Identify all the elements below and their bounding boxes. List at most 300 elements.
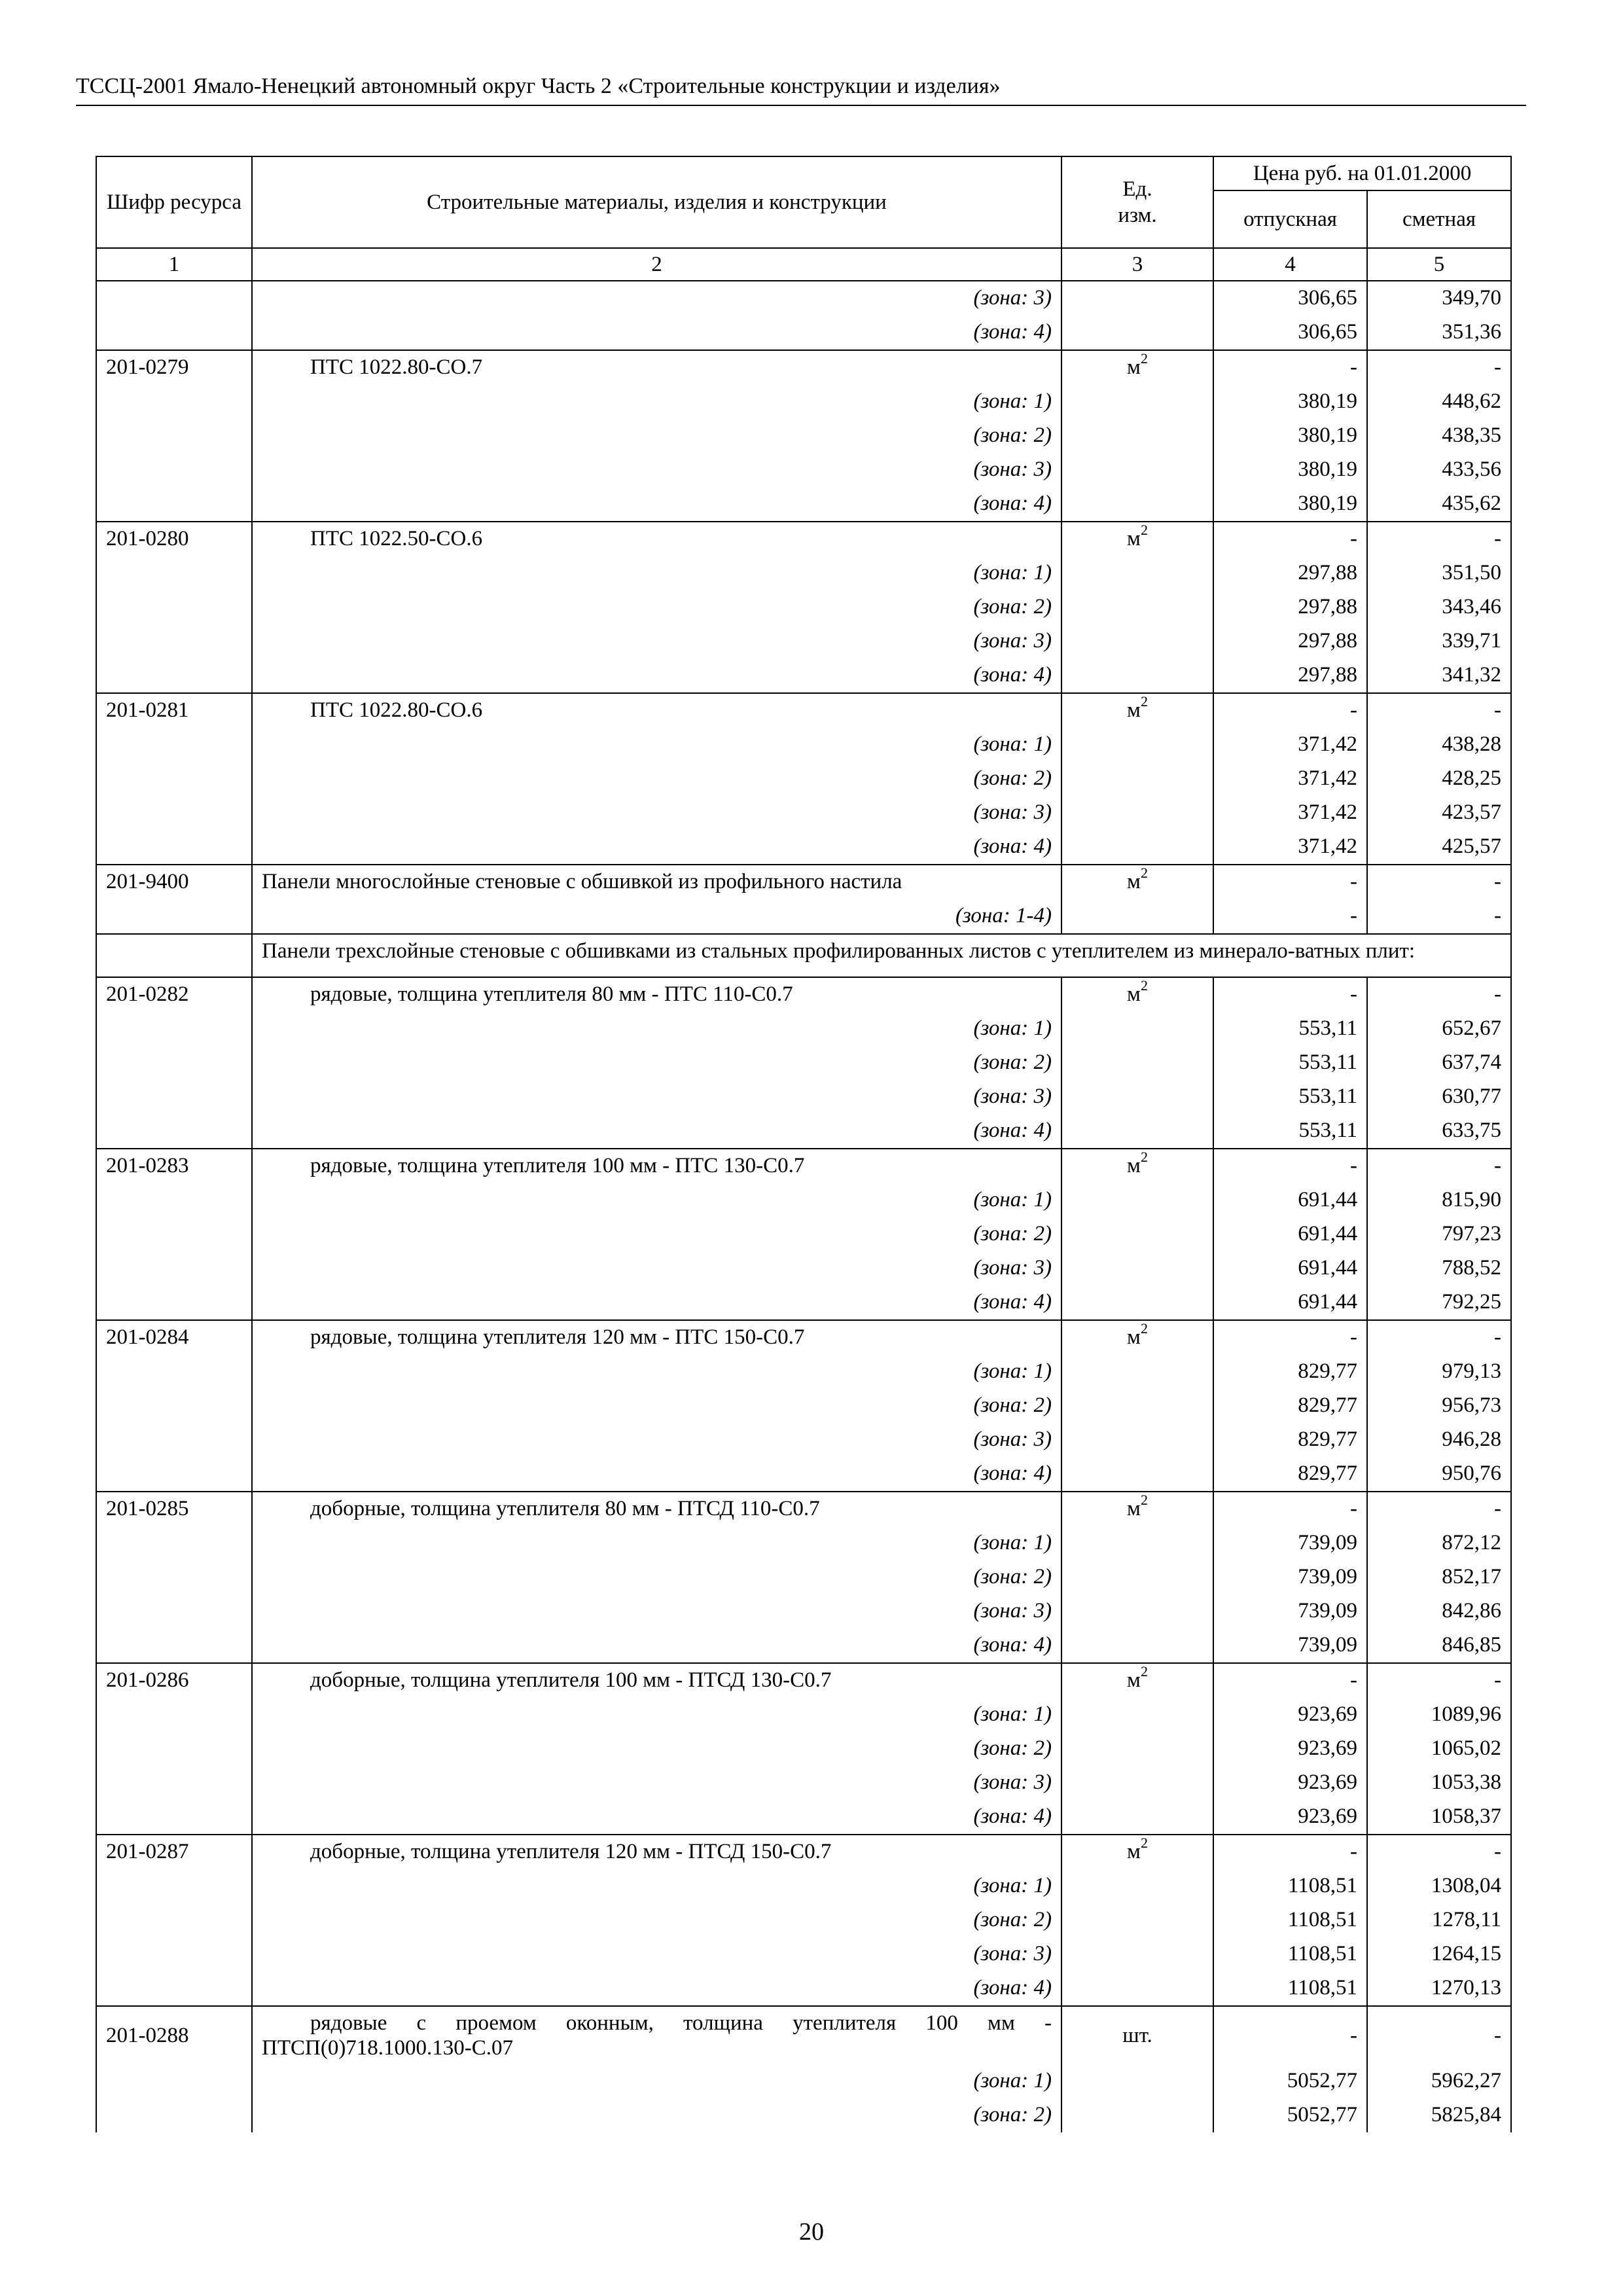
zone-label: (зона: 4) bbox=[252, 830, 1061, 865]
estimate-price: 433,56 bbox=[1367, 453, 1511, 487]
unit-exponent: 2 bbox=[1140, 1663, 1148, 1679]
unit-cell bbox=[1061, 1903, 1213, 1937]
unit-value: м bbox=[1127, 982, 1141, 1006]
unit-cell bbox=[1061, 1251, 1213, 1285]
release-price: 553,11 bbox=[1213, 1114, 1367, 1149]
zone-row bbox=[96, 1251, 1511, 1285]
resource-row bbox=[96, 522, 1511, 556]
release-price: 371,42 bbox=[1213, 762, 1367, 796]
zone-row bbox=[96, 1732, 1511, 1766]
estimate-price: 1053,38 bbox=[1367, 1766, 1511, 1800]
resource-code bbox=[96, 590, 252, 624]
unit-cell bbox=[1061, 522, 1213, 556]
zone-row bbox=[96, 1183, 1511, 1217]
estimate-price: 341,32 bbox=[1367, 658, 1511, 693]
unit-cell bbox=[1061, 1355, 1213, 1389]
col-number: 2 bbox=[252, 248, 1061, 281]
estimate-price: 339,71 bbox=[1367, 624, 1511, 658]
zone-label: (зона: 2) bbox=[252, 2098, 1061, 2132]
estimate-price: 5825,84 bbox=[1367, 2098, 1511, 2132]
estimate-price: - bbox=[1367, 899, 1511, 934]
unit-cell bbox=[1061, 1320, 1213, 1355]
unit-exponent: 2 bbox=[1140, 1149, 1148, 1165]
zone-row bbox=[96, 1012, 1511, 1046]
resource-code bbox=[96, 1869, 252, 1903]
col-release-header: отпускная bbox=[1213, 190, 1367, 248]
estimate-price: - bbox=[1367, 1835, 1511, 1869]
estimate-price: 652,67 bbox=[1367, 1012, 1511, 1046]
zone-label: (зона: 4) bbox=[252, 315, 1061, 350]
estimate-price: - bbox=[1367, 522, 1511, 556]
zone-row bbox=[96, 728, 1511, 762]
zone-label: (зона: 1) bbox=[252, 1183, 1061, 1217]
page-number: 20 bbox=[799, 2218, 824, 2246]
resource-code bbox=[96, 1903, 252, 1937]
unit-cell bbox=[1061, 1628, 1213, 1663]
estimate-price: 950,76 bbox=[1367, 1457, 1511, 1492]
unit-cell bbox=[1061, 1114, 1213, 1149]
release-price: 306,65 bbox=[1213, 281, 1367, 315]
release-price: 5052,77 bbox=[1213, 2064, 1367, 2098]
zone-label: (зона: 4) bbox=[252, 1628, 1061, 1663]
unit-cell bbox=[1061, 1732, 1213, 1766]
resource-name: рядовые с проемом оконным, толщина утеплителя 100 мм - ПТСП(0)718.1000.130-С.07 bbox=[252, 2006, 1061, 2064]
unit-cell bbox=[1061, 1423, 1213, 1457]
zone-row bbox=[96, 1937, 1511, 1971]
estimate-price: 428,25 bbox=[1367, 762, 1511, 796]
estimate-price: - bbox=[1367, 350, 1511, 385]
release-price: - bbox=[1213, 899, 1367, 934]
zone-label: (зона: 1) bbox=[252, 556, 1061, 590]
resource-code bbox=[96, 1526, 252, 1560]
estimate-price: 1058,37 bbox=[1367, 1800, 1511, 1835]
release-price: 923,69 bbox=[1213, 1800, 1367, 1835]
unit-value: шт. bbox=[1122, 2024, 1152, 2047]
estimate-price: - bbox=[1367, 865, 1511, 899]
resource-code: 201-0281 bbox=[96, 693, 252, 728]
zone-label: (зона: 3) bbox=[252, 1594, 1061, 1628]
estimate-price: 633,75 bbox=[1367, 1114, 1511, 1149]
unit-value: м bbox=[1127, 1668, 1141, 1692]
unit-cell bbox=[1061, 2064, 1213, 2098]
zone-label: (зона: 3) bbox=[252, 453, 1061, 487]
release-price: - bbox=[1213, 2006, 1367, 2064]
release-price: 297,88 bbox=[1213, 658, 1367, 693]
release-price: - bbox=[1213, 1492, 1367, 1526]
release-price: 739,09 bbox=[1213, 1526, 1367, 1560]
resource-name: рядовые, толщина утеплителя 100 мм - ПТС 130-С0.7 bbox=[252, 1149, 1061, 1183]
resource-row bbox=[96, 693, 1511, 728]
col-name-header: Строительные материалы, изделия и конструкции bbox=[252, 156, 1061, 248]
col-price-header: Цена руб. на 01.01.2000 bbox=[1213, 156, 1511, 190]
zone-label: (зона: 1) bbox=[252, 385, 1061, 419]
unit-cell bbox=[1061, 899, 1213, 934]
release-price: 1108,51 bbox=[1213, 1937, 1367, 1971]
estimate-price: 438,28 bbox=[1367, 728, 1511, 762]
unit-cell bbox=[1061, 1285, 1213, 1320]
estimate-price: 872,12 bbox=[1367, 1526, 1511, 1560]
release-price: 829,77 bbox=[1213, 1389, 1367, 1423]
resource-code bbox=[96, 1389, 252, 1423]
resource-code bbox=[96, 762, 252, 796]
estimate-price: 1065,02 bbox=[1367, 1732, 1511, 1766]
release-price: - bbox=[1213, 865, 1367, 899]
resource-code bbox=[96, 487, 252, 522]
resource-code bbox=[96, 899, 252, 934]
resource-name: доборные, толщина утеплителя 120 мм - ПТСД 150-С0.7 bbox=[252, 1835, 1061, 1869]
release-price: 691,44 bbox=[1213, 1285, 1367, 1320]
unit-cell bbox=[1061, 728, 1213, 762]
resource-code bbox=[96, 1971, 252, 2006]
zone-row bbox=[96, 1903, 1511, 1937]
unit-cell bbox=[1061, 658, 1213, 693]
resource-code bbox=[96, 1355, 252, 1389]
resource-code bbox=[96, 1046, 252, 1080]
unit-cell bbox=[1061, 796, 1213, 830]
release-price: 739,09 bbox=[1213, 1628, 1367, 1663]
release-price: 371,42 bbox=[1213, 728, 1367, 762]
zone-row bbox=[96, 1698, 1511, 1732]
unit-cell bbox=[1061, 977, 1213, 1012]
zone-label: (зона: 2) bbox=[252, 590, 1061, 624]
estimate-price: 351,50 bbox=[1367, 556, 1511, 590]
estimate-price: 792,25 bbox=[1367, 1285, 1511, 1320]
estimate-price: 956,73 bbox=[1367, 1389, 1511, 1423]
resource-code bbox=[96, 556, 252, 590]
zone-row bbox=[96, 796, 1511, 830]
estimate-price: - bbox=[1367, 1320, 1511, 1355]
release-price: 553,11 bbox=[1213, 1046, 1367, 1080]
unit-cell bbox=[1061, 2098, 1213, 2132]
unit-cell bbox=[1061, 1149, 1213, 1183]
zone-label: (зона: 3) bbox=[252, 796, 1061, 830]
estimate-price: 349,70 bbox=[1367, 281, 1511, 315]
unit-cell bbox=[1061, 556, 1213, 590]
unit-cell bbox=[1061, 830, 1213, 865]
release-price: 297,88 bbox=[1213, 624, 1367, 658]
unit-cell bbox=[1061, 1835, 1213, 1869]
release-price: 1108,51 bbox=[1213, 1869, 1367, 1903]
zone-row bbox=[96, 658, 1511, 693]
release-price: 553,11 bbox=[1213, 1080, 1367, 1114]
unit-cell bbox=[1061, 453, 1213, 487]
release-price: 380,19 bbox=[1213, 385, 1367, 419]
resource-row bbox=[96, 1835, 1511, 1869]
unit-exponent: 2 bbox=[1140, 1320, 1148, 1336]
release-price: - bbox=[1213, 977, 1367, 1012]
unit-value: м bbox=[1127, 355, 1141, 379]
estimate-price: 423,57 bbox=[1367, 796, 1511, 830]
release-price: - bbox=[1213, 1835, 1367, 1869]
unit-cell bbox=[1061, 624, 1213, 658]
zone-row bbox=[96, 1766, 1511, 1800]
zone-label: (зона: 4) bbox=[252, 487, 1061, 522]
estimate-price: 842,86 bbox=[1367, 1594, 1511, 1628]
column-numbers-row bbox=[96, 248, 1511, 281]
release-price: 923,69 bbox=[1213, 1766, 1367, 1800]
unit-value: м bbox=[1127, 870, 1141, 893]
zone-label: (зона: 1) bbox=[252, 728, 1061, 762]
section-row bbox=[96, 934, 1511, 977]
resource-code bbox=[96, 2064, 252, 2098]
col-code-header: Шифр ресурса bbox=[96, 156, 252, 248]
unit-cell bbox=[1061, 1766, 1213, 1800]
unit-cell bbox=[1061, 1012, 1213, 1046]
resource-name: доборные, толщина утеплителя 80 мм - ПТСД 110-С0.7 bbox=[252, 1492, 1061, 1526]
resource-code: 201-0288 bbox=[96, 2006, 252, 2064]
resource-code bbox=[96, 453, 252, 487]
zone-label: (зона: 1) bbox=[252, 1526, 1061, 1560]
col-number: 4 bbox=[1213, 248, 1367, 281]
resource-code bbox=[96, 419, 252, 453]
zone-row bbox=[96, 1046, 1511, 1080]
estimate-price: 438,35 bbox=[1367, 419, 1511, 453]
unit-cell bbox=[1061, 1698, 1213, 1732]
unit-cell bbox=[1061, 419, 1213, 453]
resource-code: 201-9400 bbox=[96, 865, 252, 899]
resource-row bbox=[96, 865, 1511, 899]
resource-name: ПТС 1022.80-СО.7 bbox=[252, 350, 1061, 385]
zone-row bbox=[96, 1869, 1511, 1903]
zone-row bbox=[96, 1389, 1511, 1423]
unit-cell bbox=[1061, 1869, 1213, 1903]
zone-row bbox=[96, 1423, 1511, 1457]
unit-cell bbox=[1061, 1389, 1213, 1423]
unit-exponent: 2 bbox=[1140, 693, 1148, 709]
release-price: 923,69 bbox=[1213, 1732, 1367, 1766]
col-number: 3 bbox=[1061, 248, 1213, 281]
zone-label: (зона: 1) bbox=[252, 1869, 1061, 1903]
release-price: 1108,51 bbox=[1213, 1971, 1367, 2006]
unit-cell bbox=[1061, 1492, 1213, 1526]
resource-code bbox=[96, 934, 252, 977]
release-price: - bbox=[1213, 350, 1367, 385]
unit-cell bbox=[1061, 1457, 1213, 1492]
estimate-price: 1278,11 bbox=[1367, 1903, 1511, 1937]
unit-cell bbox=[1061, 1046, 1213, 1080]
unit-cell bbox=[1061, 315, 1213, 350]
zone-label: (зона: 4) bbox=[252, 1114, 1061, 1149]
zone-label: (зона: 4) bbox=[252, 1971, 1061, 2006]
unit-cell bbox=[1061, 1080, 1213, 1114]
zone-label: (зона: 1) bbox=[252, 1355, 1061, 1389]
release-price: 691,44 bbox=[1213, 1217, 1367, 1251]
zone-label: (зона: 4) bbox=[252, 658, 1061, 693]
unit-cell bbox=[1061, 2006, 1213, 2064]
estimate-price: 1264,15 bbox=[1367, 1937, 1511, 1971]
resource-name: рядовые, толщина утеплителя 80 мм - ПТС 110-С0.7 bbox=[252, 977, 1061, 1012]
zone-row bbox=[96, 1560, 1511, 1594]
unit-value: м bbox=[1127, 1154, 1141, 1177]
estimate-price: - bbox=[1367, 1149, 1511, 1183]
zone-row bbox=[96, 2098, 1511, 2132]
estimate-price: 1270,13 bbox=[1367, 1971, 1511, 2006]
resource-code: 201-0287 bbox=[96, 1835, 252, 1869]
unit-exponent: 2 bbox=[1140, 865, 1148, 881]
zone-row bbox=[96, 419, 1511, 453]
unit-cell bbox=[1061, 1526, 1213, 1560]
estimate-price: - bbox=[1367, 1663, 1511, 1698]
zone-row bbox=[96, 1800, 1511, 1835]
zone-row bbox=[96, 1594, 1511, 1628]
estimate-price: 1089,96 bbox=[1367, 1698, 1511, 1732]
release-price: 306,65 bbox=[1213, 315, 1367, 350]
unit-cell bbox=[1061, 1594, 1213, 1628]
resource-code bbox=[96, 1698, 252, 1732]
zone-label: (зона: 1-4) bbox=[252, 899, 1061, 934]
unit-cell bbox=[1061, 762, 1213, 796]
unit-value: м bbox=[1127, 1840, 1141, 1863]
resource-row bbox=[96, 350, 1511, 385]
zone-row bbox=[96, 453, 1511, 487]
estimate-price: 815,90 bbox=[1367, 1183, 1511, 1217]
release-price: 739,09 bbox=[1213, 1594, 1367, 1628]
document-header: ТССЦ-2001 Ямало-Ненецкий автономный округ Часть 2 «Строительные конструкции и изделия» bbox=[76, 72, 1526, 106]
zone-row bbox=[96, 762, 1511, 796]
zone-label: (зона: 2) bbox=[252, 762, 1061, 796]
resource-code: 201-0279 bbox=[96, 350, 252, 385]
zone-label: (зона: 2) bbox=[252, 1046, 1061, 1080]
resource-code bbox=[96, 1766, 252, 1800]
resource-code bbox=[96, 1114, 252, 1149]
release-price: - bbox=[1213, 1663, 1367, 1698]
col-unit-header: Ед. изм. bbox=[1061, 156, 1213, 248]
unit-cell bbox=[1061, 350, 1213, 385]
estimate-price: - bbox=[1367, 2006, 1511, 2064]
resource-code bbox=[96, 1423, 252, 1457]
resource-code bbox=[96, 830, 252, 865]
resource-code bbox=[96, 281, 252, 315]
zone-label: (зона: 3) bbox=[252, 624, 1061, 658]
zone-label: (зона: 3) bbox=[252, 281, 1061, 315]
unit-cell bbox=[1061, 590, 1213, 624]
zone-label: (зона: 2) bbox=[252, 1732, 1061, 1766]
zone-label: (зона: 3) bbox=[252, 1937, 1061, 1971]
release-price: 380,19 bbox=[1213, 487, 1367, 522]
zone-label: (зона: 1) bbox=[252, 1012, 1061, 1046]
unit-exponent: 2 bbox=[1140, 522, 1148, 538]
resource-code bbox=[96, 1457, 252, 1492]
zone-row bbox=[96, 281, 1511, 315]
resource-code bbox=[96, 1080, 252, 1114]
unit-cell bbox=[1061, 1183, 1213, 1217]
resource-code: 201-0283 bbox=[96, 1149, 252, 1183]
estimate-price: 797,23 bbox=[1367, 1217, 1511, 1251]
resource-code: 201-0285 bbox=[96, 1492, 252, 1526]
resource-code bbox=[96, 1628, 252, 1663]
zone-label: (зона: 2) bbox=[252, 1389, 1061, 1423]
zone-row bbox=[96, 899, 1511, 934]
zone-row bbox=[96, 1217, 1511, 1251]
unit-exponent: 2 bbox=[1140, 977, 1148, 994]
estimate-price: 846,85 bbox=[1367, 1628, 1511, 1663]
unit-cell bbox=[1061, 865, 1213, 899]
header-row bbox=[96, 156, 1511, 190]
estimate-price: - bbox=[1367, 693, 1511, 728]
resource-code bbox=[96, 1251, 252, 1285]
zone-label: (зона: 2) bbox=[252, 1217, 1061, 1251]
release-price: 829,77 bbox=[1213, 1457, 1367, 1492]
estimate-price: 637,74 bbox=[1367, 1046, 1511, 1080]
unit-value: м bbox=[1127, 527, 1141, 550]
zone-label: (зона: 1) bbox=[252, 2064, 1061, 2098]
resource-code bbox=[96, 2098, 252, 2132]
estimate-price: 630,77 bbox=[1367, 1080, 1511, 1114]
price-table bbox=[96, 156, 1512, 2132]
unit-cell bbox=[1061, 693, 1213, 728]
estimate-price: - bbox=[1367, 1492, 1511, 1526]
resource-code bbox=[96, 658, 252, 693]
estimate-price: - bbox=[1367, 977, 1511, 1012]
unit-cell bbox=[1061, 385, 1213, 419]
unit-cell bbox=[1061, 1560, 1213, 1594]
unit-cell bbox=[1061, 1217, 1213, 1251]
estimate-price: 351,36 bbox=[1367, 315, 1511, 350]
release-price: 380,19 bbox=[1213, 419, 1367, 453]
resource-code bbox=[96, 728, 252, 762]
unit-value: м bbox=[1127, 698, 1141, 722]
release-price: 371,42 bbox=[1213, 796, 1367, 830]
resource-code: 201-0286 bbox=[96, 1663, 252, 1698]
resource-code bbox=[96, 1937, 252, 1971]
unit-exponent: 2 bbox=[1140, 1492, 1148, 1508]
resource-row bbox=[96, 2006, 1511, 2064]
table-body bbox=[96, 281, 1511, 2132]
unit-cell bbox=[1061, 487, 1213, 522]
resource-code: 201-0284 bbox=[96, 1320, 252, 1355]
zone-label: (зона: 3) bbox=[252, 1080, 1061, 1114]
release-price: 829,77 bbox=[1213, 1355, 1367, 1389]
estimate-price: 448,62 bbox=[1367, 385, 1511, 419]
zone-label: (зона: 2) bbox=[252, 419, 1061, 453]
resource-name: ПТС 1022.80-СО.6 bbox=[252, 693, 1061, 728]
release-price: 371,42 bbox=[1213, 830, 1367, 865]
estimate-price: 852,17 bbox=[1367, 1560, 1511, 1594]
resource-code: 201-0282 bbox=[96, 977, 252, 1012]
resource-code: 201-0280 bbox=[96, 522, 252, 556]
zone-label: (зона: 4) bbox=[252, 1285, 1061, 1320]
resource-row bbox=[96, 1492, 1511, 1526]
zone-row bbox=[96, 487, 1511, 522]
estimate-price: 5962,27 bbox=[1367, 2064, 1511, 2098]
zone-row bbox=[96, 1285, 1511, 1320]
zone-row bbox=[96, 385, 1511, 419]
resource-code bbox=[96, 1800, 252, 1835]
resource-code bbox=[96, 1560, 252, 1594]
zone-row bbox=[96, 590, 1511, 624]
unit-value: м bbox=[1127, 1325, 1141, 1349]
unit-exponent: 2 bbox=[1140, 1835, 1148, 1851]
zone-row bbox=[96, 1457, 1511, 1492]
estimate-price: 1308,04 bbox=[1367, 1869, 1511, 1903]
release-price: 739,09 bbox=[1213, 1560, 1367, 1594]
zone-row bbox=[96, 1355, 1511, 1389]
col-number: 1 bbox=[96, 248, 252, 281]
resource-code bbox=[96, 1217, 252, 1251]
estimate-price: 946,28 bbox=[1367, 1423, 1511, 1457]
zone-row bbox=[96, 1080, 1511, 1114]
zone-row bbox=[96, 1628, 1511, 1663]
zone-label: (зона: 4) bbox=[252, 1457, 1061, 1492]
zone-row bbox=[96, 1114, 1511, 1149]
col-estimate-header: сметная bbox=[1367, 190, 1511, 248]
resource-code bbox=[96, 624, 252, 658]
release-price: 297,88 bbox=[1213, 556, 1367, 590]
resource-name: ПТС 1022.50-СО.6 bbox=[252, 522, 1061, 556]
zone-row bbox=[96, 1526, 1511, 1560]
zone-row bbox=[96, 2064, 1511, 2098]
resource-name: рядовые, толщина утеплителя 120 мм - ПТС 150-С0.7 bbox=[252, 1320, 1061, 1355]
